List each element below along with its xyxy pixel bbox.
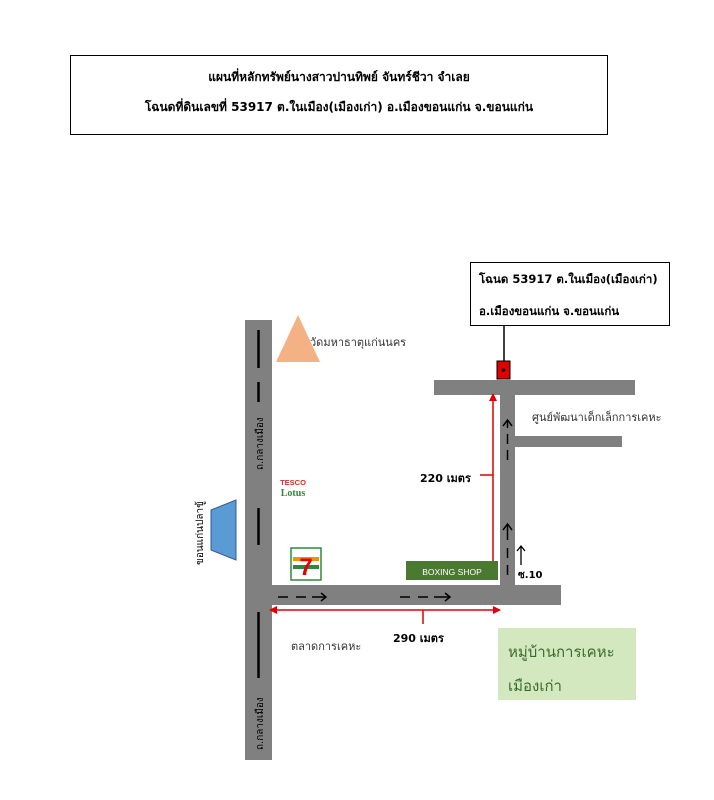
village-box — [498, 628, 636, 700]
market-label: ตลาดการเคหะ — [291, 640, 362, 653]
road-label-upper: ถ.กลางเมือง — [255, 417, 266, 470]
village-name-line2: เมืองเก่า — [508, 677, 562, 695]
seven-eleven-numeral: 7 — [299, 554, 313, 581]
soi-label: ซ.10 — [518, 570, 543, 581]
property-marker-dot — [502, 368, 506, 372]
top-road-horizontal — [434, 380, 635, 395]
vertical-distance-label: 220 เมตร — [420, 472, 471, 485]
soi-arrow — [517, 546, 525, 565]
deed-callout-line1: โฉนด 53917 ต.ในเมือง(เมืองเก่า) — [479, 272, 658, 286]
map-title-line1: แผนที่หลักทรัพย์นางสาวปานทิพย์ จันทร์ชีวา จำเลย — [208, 70, 470, 84]
child-center-label: ศูนย์พัฒนาเด็กเล็กการเคหะ — [532, 411, 662, 424]
boxing-shop-label: BOXING SHOP — [422, 567, 482, 577]
road-label-lower: ถ.กลางเมือง — [255, 697, 266, 750]
tesco-logo-top: TESCO — [280, 478, 306, 487]
map-title-line2: โฉนดที่ดินเลขที่ 53917 ต.ในเมือง(เมืองเก่า) อ.เมืองขอนแก่น จ.ขอนแก่น — [144, 100, 534, 114]
lake-label: ขอนแก่นปลาขู้ — [195, 501, 206, 565]
lake-icon — [211, 500, 236, 560]
horizontal-distance-label: 290 เมตร — [393, 632, 444, 645]
deed-callout-line2: อ.เมืองขอนแก่น จ.ขอนแก่น — [479, 304, 620, 318]
tesco-logo-bottom: Lotus — [280, 488, 306, 499]
temple-label: วัดมหาธาตุแก่นนคร — [310, 336, 407, 349]
deed-callout-box — [470, 262, 670, 326]
branch-road-horizontal — [515, 436, 622, 447]
village-name-line1: หมู่บ้านการเคหะ — [508, 643, 615, 661]
